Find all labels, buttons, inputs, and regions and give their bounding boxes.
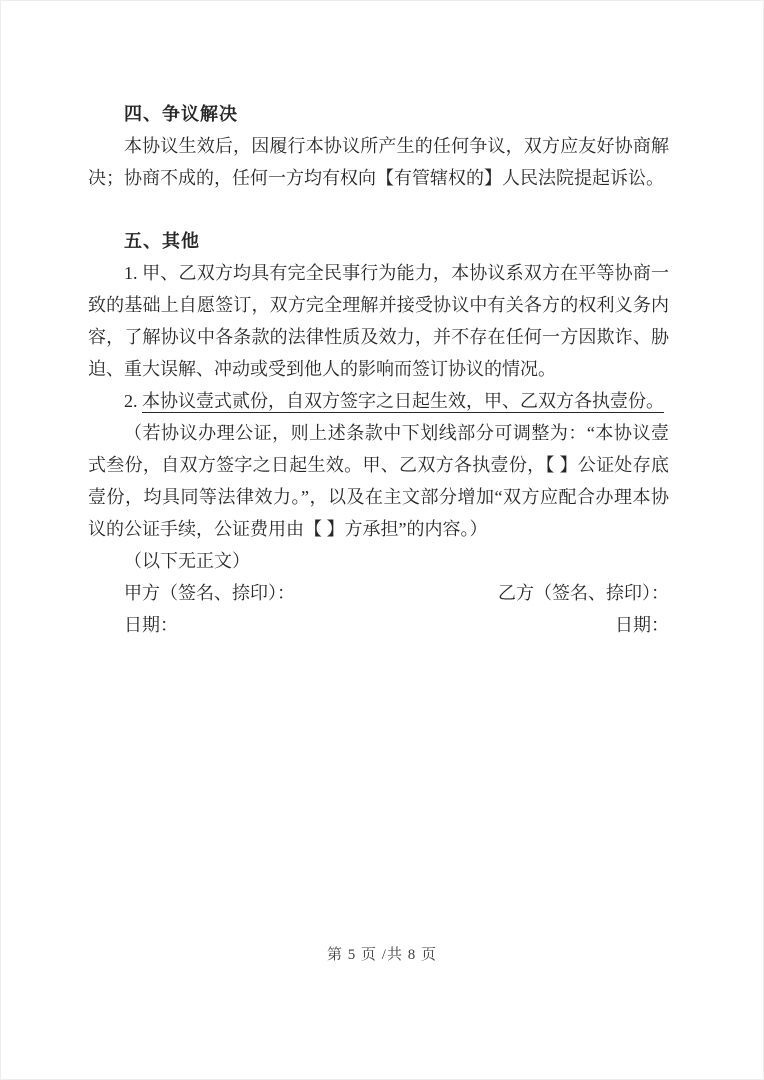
party-b-date-label: 日期：: [615, 615, 669, 635]
party-b-signature-label: 乙方（签名、捺印）：: [498, 583, 669, 603]
section-5-heading: 五、其他: [124, 231, 200, 251]
section-4-heading: 四、争议解决: [124, 104, 238, 124]
item-2-underlined-clause: 本协议壹式贰份，自双方签字之日起生效，甲、乙双方各执壹份。: [142, 391, 664, 411]
signature-row: [88, 577, 669, 609]
contract-body: [88, 98, 669, 641]
section-5-item-2: [88, 385, 669, 417]
party-a-date-label: 日期：: [124, 615, 178, 635]
item-2-number: 2.: [124, 391, 142, 411]
section-4-paragraph: 本协议生效后，因履行本协议所产生的任何争议，双方应友好协商解决；协商不成的，任何一方均有权向【有管辖权的】人民法院提起诉讼。: [88, 136, 669, 188]
no-body-text-note: （以下无正文）: [124, 551, 250, 571]
section-5-item-1: 1. 甲、乙双方均具有完全民事行为能力，本协议系双方在平等协商一致的基础上自愿签订，双方完全理解并接受协议中有关各方的权利义务内容，了解协议中各条款的法律性质及效力，并不存在任何一方因欺诈、胁迫、重大误解、冲动或受到他人的影响而签订协议的情况。: [88, 263, 669, 379]
page-number: 第 5 页 /共 8 页: [327, 947, 437, 963]
date-row: [88, 609, 669, 641]
notarization-note: （若协议办理公证，则上述条款中下划线部分可调整为：“本协议壹式叁份，自双方签字之日起生效。甲、乙双方各执壹份，【 】公证处存底壹份，均具同等法律效力。”，以及在主文部分增加“双方应配合办理本协议的公证手续，公证费用由【 】方承担”的内容。）: [88, 423, 669, 539]
party-a-signature-label: 甲方（签名、捺印）：: [124, 583, 295, 603]
